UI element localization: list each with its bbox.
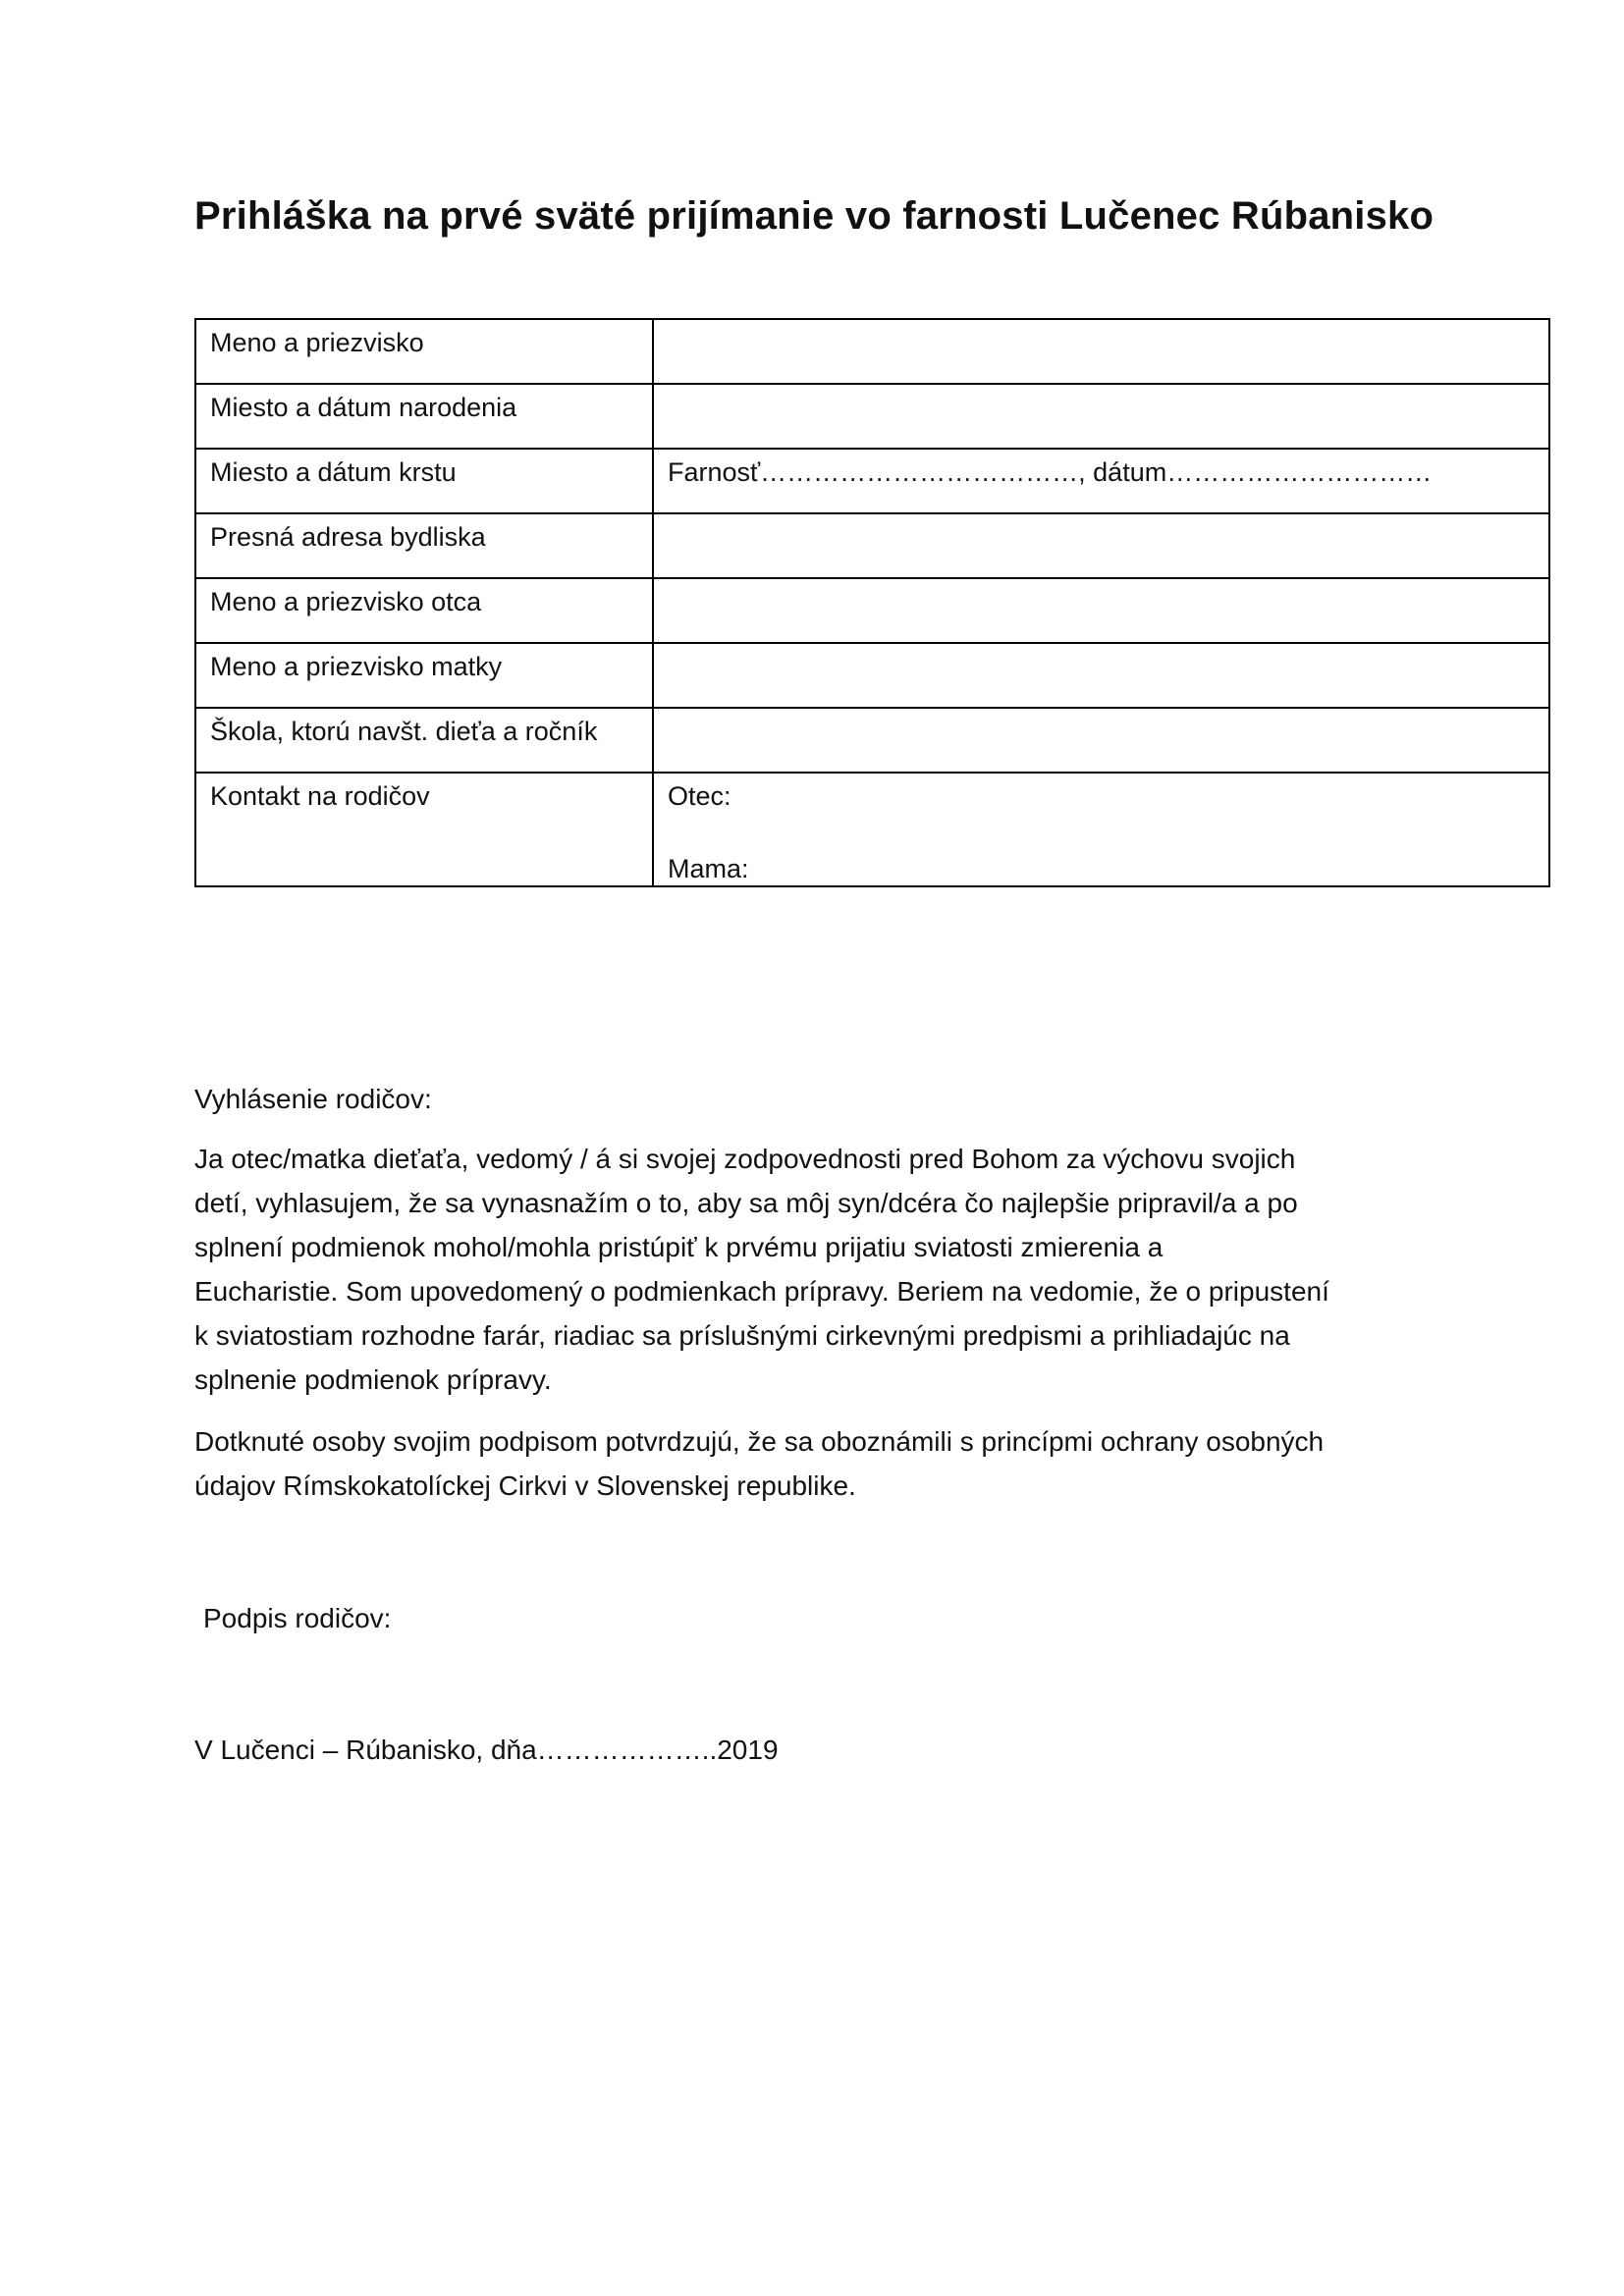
field-baptism[interactable]: Farnosť………………………………, dátum………………………… [653, 449, 1549, 513]
label-father: Meno a priezvisko otca [195, 578, 653, 643]
label-birth: Miesto a dátum narodenia [195, 384, 653, 449]
label-mother: Meno a priezvisko matky [195, 643, 653, 708]
form-row-school [195, 708, 1549, 773]
declaration-paragraph [194, 1137, 1471, 1402]
field-school[interactable] [653, 708, 1549, 773]
declaration-line: splnení podmienok mohol/mohla pristúpiť k prvému prijatiu sviatosti zmierenia a [194, 1232, 1164, 1262]
gdpr-paragraph [194, 1419, 1471, 1508]
place-date-line: V Lučenci – Rúbanisko, dňa………………..2019 [194, 1735, 779, 1765]
form-row-birth [195, 384, 1549, 449]
form-row-address [195, 513, 1549, 578]
field-name[interactable] [653, 319, 1549, 384]
label-contact: Kontakt na rodičov [195, 773, 653, 886]
gdpr-line: Dotknuté osoby svojim podpisom potvrdzujú, že sa oboznámili s princípmi ochrany osobných [194, 1426, 1325, 1457]
form-row-name [195, 319, 1549, 384]
gdpr-line: údajov Rímskokatolíckej Cirkvi v Slovenskej republike. [194, 1470, 856, 1501]
document-title: Prihláška na prvé sväté prijímanie vo farnosti Lučenec Rúbanisko [194, 194, 1435, 238]
field-birth[interactable] [653, 384, 1549, 449]
form-row-baptism [195, 449, 1549, 513]
contact-mother-label: Mama: [668, 854, 749, 883]
declaration-line: Ja otec/matka dieťaťa, vedomý / á si svojej zodpovednosti pred Bohom za výchovu svojich [194, 1144, 1296, 1174]
contact-father-label: Otec: [668, 781, 731, 811]
form-row-contact [195, 773, 1549, 886]
signature-label: Podpis rodičov: [203, 1603, 392, 1633]
field-mother[interactable] [653, 643, 1549, 708]
label-baptism: Miesto a dátum krstu [195, 449, 653, 513]
application-form-table [194, 318, 1550, 887]
label-name: Meno a priezvisko [195, 319, 653, 384]
declaration-line: splnenie podmienok prípravy. [194, 1364, 552, 1395]
declaration-heading: Vyhlásenie rodičov: [194, 1084, 432, 1114]
form-row-mother [195, 643, 1549, 708]
label-school: Škola, ktorú navšt. dieťa a ročník [195, 708, 653, 773]
form-row-father [195, 578, 1549, 643]
declaration-line: detí, vyhlasujem, že sa vynasnažím o to, aby sa môj syn/dcéra čo najlepšie pripravil/a a po [194, 1188, 1298, 1218]
field-father[interactable] [653, 578, 1549, 643]
label-address: Presná adresa bydliska [195, 513, 653, 578]
field-address[interactable] [653, 513, 1549, 578]
declaration-line: Eucharistie. Som upovedomený o podmienkach prípravy. Beriem na vedomie, že o pripustení [194, 1276, 1329, 1307]
declaration-line: k sviatostiam rozhodne farár, riadiac sa príslušnými cirkevnými predpismi a prihliadajúc na [194, 1320, 1290, 1351]
field-contact[interactable] [653, 773, 1549, 886]
